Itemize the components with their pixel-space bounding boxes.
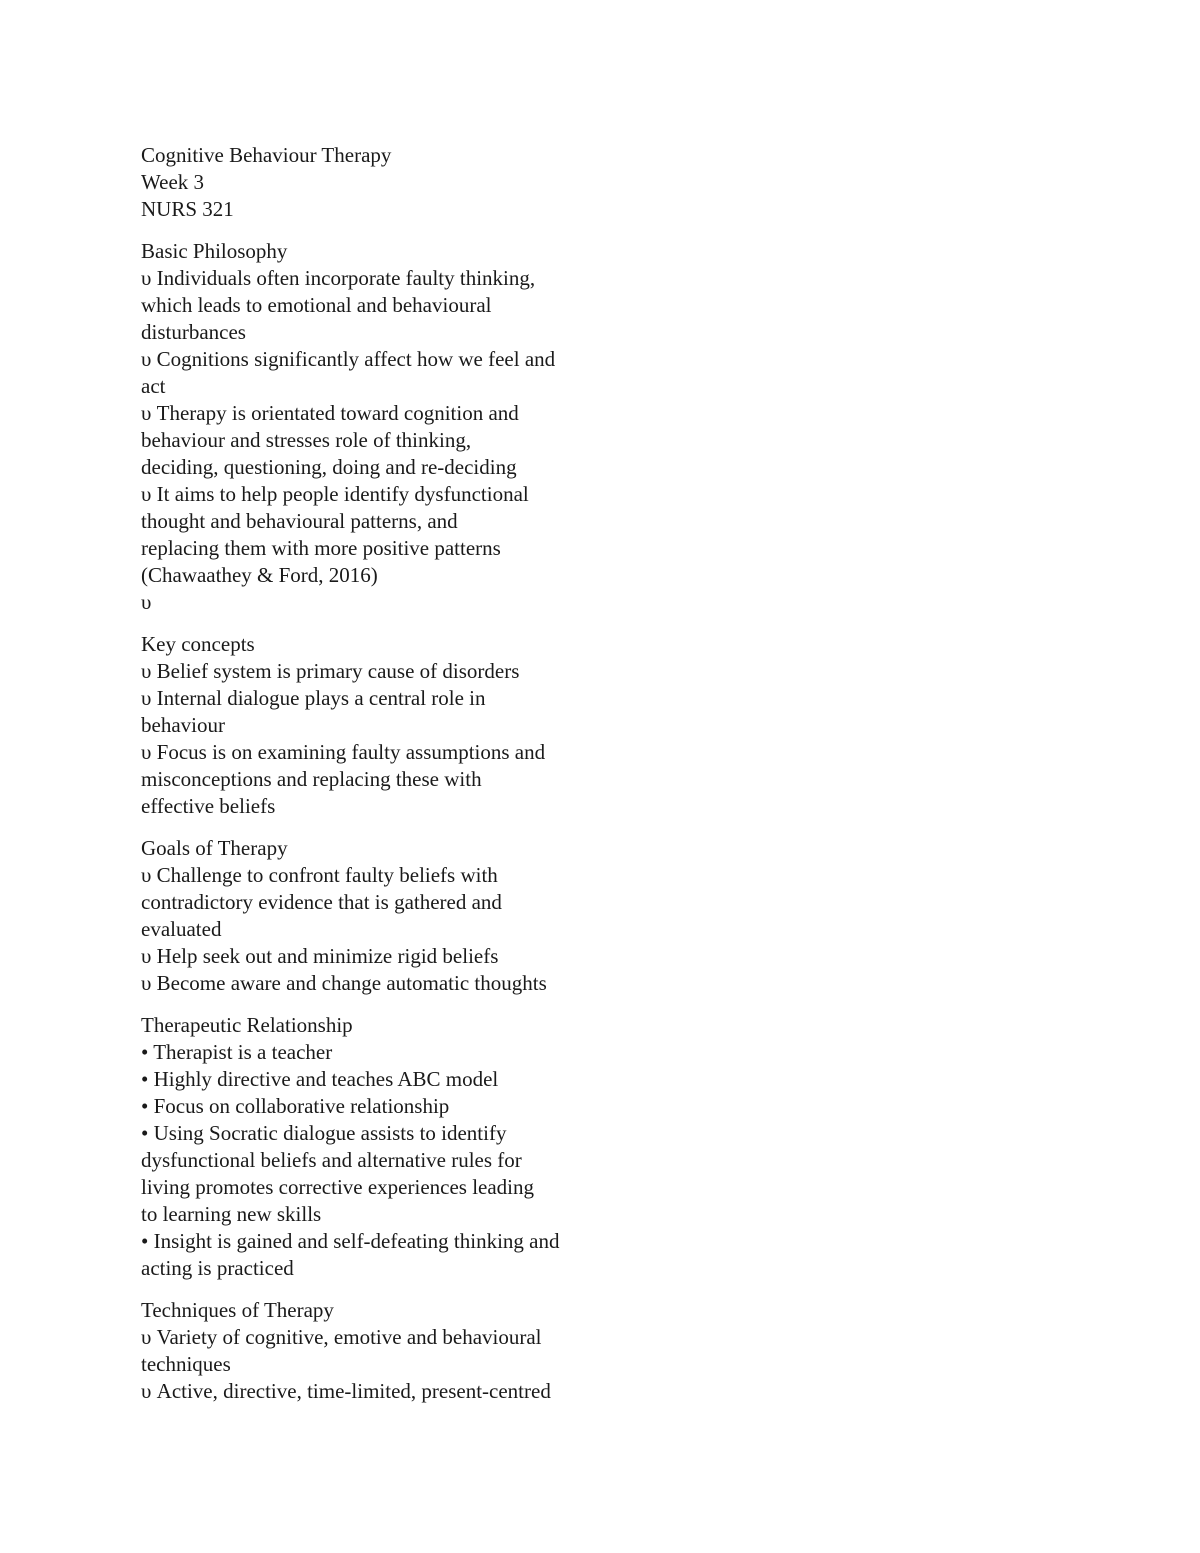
document-header xyxy=(141,142,641,223)
text-line: υ Become aware and change automatic thoughts xyxy=(141,971,547,995)
document-title: Cognitive Behaviour Therapy xyxy=(141,143,392,167)
text-line: • Therapist is a teacher xyxy=(141,1040,333,1064)
text-line: υ Individuals often incorporate faulty thinking, xyxy=(141,266,536,290)
text-line: disturbances xyxy=(141,320,246,344)
text-line: effective beliefs xyxy=(141,794,276,818)
text-line: (Chawaathey & Ford, 2016) xyxy=(141,563,378,587)
text-line: υ Active, directive, time-limited, present-centred xyxy=(141,1379,551,1403)
text-line: thought and behavioural patterns, and xyxy=(141,509,458,533)
text-line: techniques xyxy=(141,1352,231,1376)
text-line: contradictory evidence that is gathered and xyxy=(141,890,502,914)
text-line: υ Focus is on examining faulty assumptions and xyxy=(141,740,546,764)
section-heading: Basic Philosophy xyxy=(141,239,288,263)
text-line: υ It aims to help people identify dysfunctional xyxy=(141,482,529,506)
text-line: υ xyxy=(141,590,152,614)
section-heading: Goals of Therapy xyxy=(141,836,288,860)
text-line: υ Internal dialogue plays a central role in xyxy=(141,686,486,710)
section-heading: Key concepts xyxy=(141,632,255,656)
text-line: υ Belief system is primary cause of disorders xyxy=(141,659,520,683)
text-line: evaluated xyxy=(141,917,222,941)
document-page xyxy=(141,142,641,1405)
week-label: Week 3 xyxy=(141,170,205,194)
text-line: dysfunctional beliefs and alternative rules for xyxy=(141,1148,522,1172)
text-line: deciding, questioning, doing and re-deciding xyxy=(141,455,517,479)
section-heading: Therapeutic Relationship xyxy=(141,1013,353,1037)
text-line: υ Cognitions significantly affect how we feel and xyxy=(141,347,556,371)
course-code: NURS 321 xyxy=(141,197,234,221)
text-line: living promotes corrective experiences leading xyxy=(141,1175,535,1199)
section-basic-philosophy xyxy=(141,238,641,616)
text-line: υ Challenge to confront faulty beliefs with xyxy=(141,863,498,887)
text-line: υ Help seek out and minimize rigid beliefs xyxy=(141,944,499,968)
text-line: • Insight is gained and self-defeating thinking and xyxy=(141,1229,560,1253)
text-line: misconceptions and replacing these with xyxy=(141,767,482,791)
text-line: • Highly directive and teaches ABC model xyxy=(141,1067,499,1091)
section-techniques-of-therapy xyxy=(141,1297,641,1405)
text-line: behaviour and stresses role of thinking, xyxy=(141,428,472,452)
text-line: to learning new skills xyxy=(141,1202,322,1226)
section-therapeutic-relationship xyxy=(141,1012,641,1282)
section-heading: Techniques of Therapy xyxy=(141,1298,334,1322)
section-key-concepts xyxy=(141,631,641,820)
text-line: υ Therapy is orientated toward cognition and xyxy=(141,401,519,425)
text-line: act xyxy=(141,374,166,398)
text-line: which leads to emotional and behavioural xyxy=(141,293,492,317)
text-line: • Using Socratic dialogue assists to identify xyxy=(141,1121,507,1145)
text-line: acting is practiced xyxy=(141,1256,294,1280)
text-line: υ Variety of cognitive, emotive and behavioural xyxy=(141,1325,542,1349)
text-line: replacing them with more positive patterns xyxy=(141,536,501,560)
section-goals-of-therapy xyxy=(141,835,641,997)
text-line: behaviour xyxy=(141,713,225,737)
text-line: • Focus on collaborative relationship xyxy=(141,1094,450,1118)
